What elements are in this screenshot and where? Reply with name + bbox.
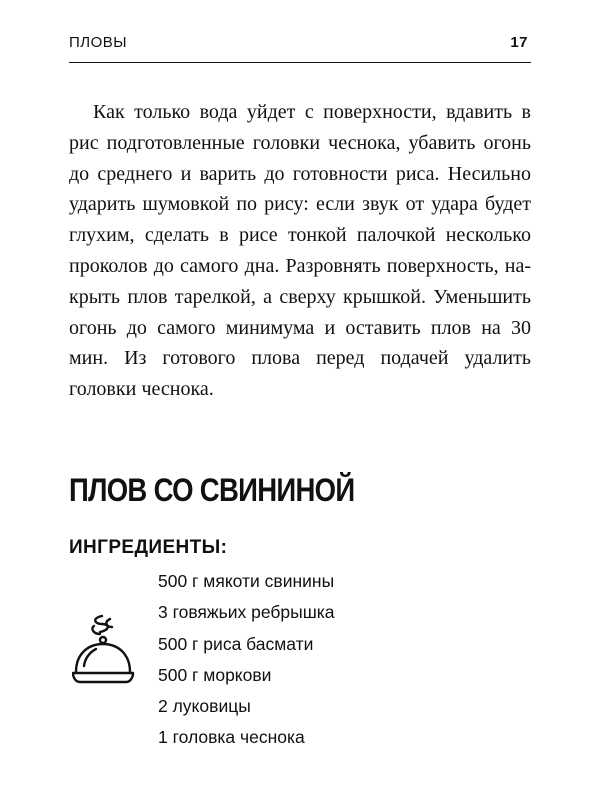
chapter-title: ПЛОВЫ (69, 34, 128, 51)
ingredients-list (158, 566, 335, 754)
ingredient-item: 500 г риса басмати (158, 633, 314, 654)
recipe-title: ПЛОВ СО СВИНИНОЙ (69, 472, 355, 508)
instructions-paragraph: Как только вода уйдет с поверхности, вдавить в рис подготовленные головки чеснока, убавить огонь до среднего и варить до готовности риса. Несильно ударить шумовкой по рису: если звук от удара будет глухим, сделать в рисе тонкой палочкой несколько проколов до самого дна. Разровнять поверхность, накрыть плов тарелкой, а сверху крышкой. Уменьшить огонь до самого минимума и оставить плов на 30 мин. Из готового плова перед подачей удалить головки чеснока. (69, 101, 531, 401)
ingredient-item: 500 г мякоти свинины (158, 571, 335, 591)
header-rule (69, 62, 531, 63)
ingredient-item: 3 говяжьих ребрышка (158, 602, 335, 623)
ingredient-item: 1 головка чеснока (158, 727, 305, 748)
ingredients-heading: ИНГРЕДИЕНТЫ: (69, 537, 228, 558)
ingredient-item: 2 луковицы (158, 696, 251, 717)
running-head (69, 34, 531, 56)
page-number: 17 (510, 34, 528, 51)
covered-dish-icon (72, 612, 142, 692)
ingredient-item: 500 г моркови (158, 664, 272, 685)
